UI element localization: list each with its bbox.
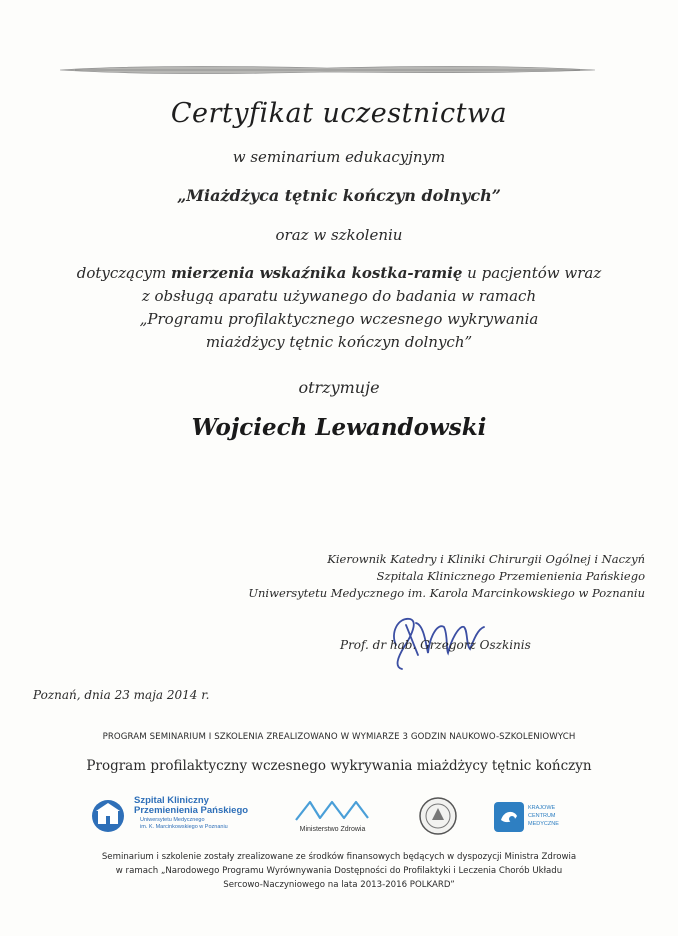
training-line-2: z obsługą aparatu używanego do badania w ramach xyxy=(141,287,537,305)
program-name: Program profilaktyczny wczesnego wykrywania miażdżycy tętnic kończyn xyxy=(86,758,592,774)
medical-center-line-1: KRAJOWE xyxy=(528,805,556,811)
training-topic: mierzenia wskaźnika kostka-ramię xyxy=(170,264,463,282)
hospital-logo-line-4: im. K. Marcinkowskiego w Poznaniu xyxy=(140,823,228,830)
funding-line-3: Sercowo-Naczyniowego na lata 2013-2016 POLKARD” xyxy=(223,880,455,890)
medical-center-emblem-icon xyxy=(492,800,526,834)
medical-center-line-3: MEDYCZNE xyxy=(528,821,559,827)
funding-line-2: w ramach „Narodowego Programu Wyrównywania Dostępności do Profilaktyki i Leczenia Chorób Układu xyxy=(115,866,563,876)
training-line-4: miażdżycy tętnic kończyn dolnych” xyxy=(205,333,473,351)
seminar-name: „Miażdżyca tętnic kończyn dolnych” xyxy=(177,186,501,205)
medical-center-logo xyxy=(492,798,572,838)
training-description xyxy=(0,262,678,354)
signatory-name: Prof. dr hab. Grzegorz Oszkinis xyxy=(340,638,531,652)
hospital-logo xyxy=(88,796,268,838)
hospital-logo-line-1: Szpital Kliniczny xyxy=(134,795,209,806)
signatory-role-1: Kierownik Katedry i Kliniki Chirurgii Ogólnej i Naczyń xyxy=(327,552,645,566)
training-pre: dotyczącym xyxy=(76,264,171,282)
hospital-logo-line-2: Przemienienia Pańskiego xyxy=(134,805,249,816)
certificate-title: Certyfikat uczestnictwa xyxy=(170,98,508,129)
signatory-role-2: Szpitala Klinicznego Przemienienia Pańskiego xyxy=(376,569,645,583)
seminar-intro: w seminarium edukacyjnym xyxy=(232,148,446,166)
training-intro: oraz w szkoleniu xyxy=(275,226,403,244)
funding-line-1: Seminarium i szkolenie zostały zrealizowane ze środków finansowych będących w dyspozycji Ministra Zdrowia xyxy=(101,852,577,862)
medical-center-line-2: CENTRUM xyxy=(528,813,556,819)
program-hours: PROGRAM SEMINARIUM I SZKOLENIA ZREALIZOWANO W WYMIARZE 3 GODZIN NAUKOWO-SZKOLENIOWYCH xyxy=(102,732,576,742)
signatory-affiliation xyxy=(240,551,645,602)
training-post: u pacjentów wraz xyxy=(462,264,602,282)
training-line-1 xyxy=(0,262,678,285)
training-line-3: „Programu profilaktycznego wczesnego wykrywania xyxy=(139,310,539,328)
funding-note xyxy=(0,850,678,892)
ministry-emblem-icon xyxy=(292,796,372,824)
hospital-emblem-icon xyxy=(88,798,132,834)
recipient-name: Wojciech Lewandowski xyxy=(191,414,487,441)
receives-label: otrzymuje xyxy=(298,378,380,397)
hospital-logo-line-3: Uniwersytetu Medycznego xyxy=(140,817,205,823)
signatory-role-3: Uniwersytetu Medycznego im. Karola Marcinkowskiego w Poznaniu xyxy=(248,586,645,600)
ministry-logo xyxy=(290,796,375,838)
place-date: Poznań, dnia 23 maja 2014 r. xyxy=(33,688,210,702)
ministry-logo-label: Ministerstwo Zdrowia xyxy=(299,826,366,833)
decorative-top-rule xyxy=(55,60,600,80)
university-seal-icon xyxy=(418,796,458,836)
